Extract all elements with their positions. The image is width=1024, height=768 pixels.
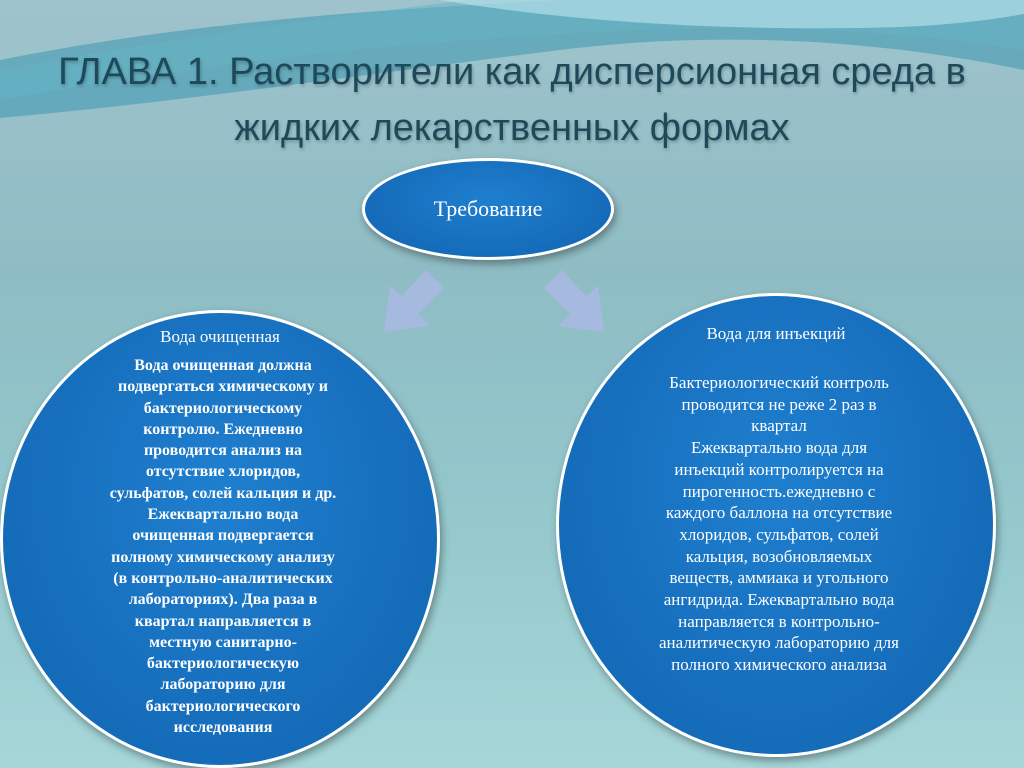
arrow-down-left-icon [378, 268, 448, 336]
injection-water-text: Бактериологический контроль проводится не реже 2 раз в квартал Ежеквартально вода для инъекций контролируется на пирогенность.ежедневно с каждого баллона на отсутствие хлоридов, сульфатов, солей кальция, возобновляемых веществ, аммиака и угольного ангидрида. Ежеквартально вода направляется в контрольно- аналитическую лабораторию для полного химического анализа [659, 373, 899, 675]
purified-water-heading: Вода очищенная [160, 327, 280, 346]
injection-water-node [556, 293, 996, 757]
purified-water-node [0, 310, 440, 768]
requirement-node [362, 158, 614, 260]
page-title: ГЛАВА 1. Растворители как дисперсионная среда в жидких лекарственных формах [58, 51, 966, 149]
injection-water-heading: Вода для инъекций [706, 324, 846, 343]
purified-water-text: Вода очищенная должна подвергаться химическому и бактериологическому контролю. Ежедневно проводится анализ на отсутствие хлоридов, сульфатов, солей кальция и др. Ежеквартально вода очищенная подвергается полному химическому анализу (в контрольно-аналитических лабораториях). Два раза в квартал направляется в местную санитарно- бактериологическую лабораторию для бактериологического исследования [109, 357, 337, 737]
requirement-label: Требование [433, 196, 543, 221]
